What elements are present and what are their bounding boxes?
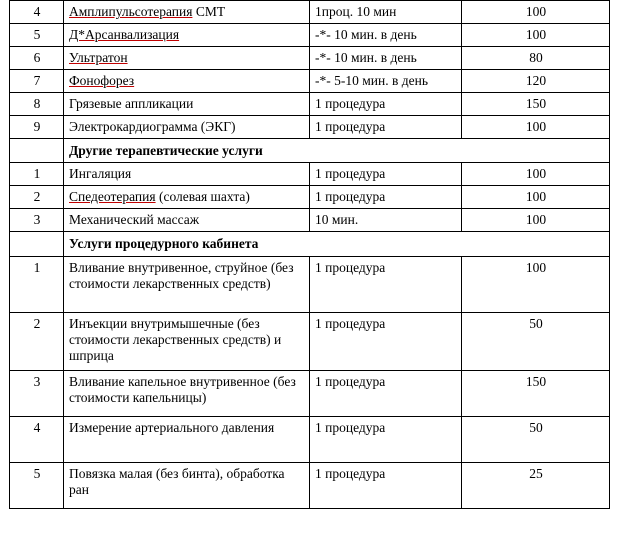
row-unit: 1 процедура: [310, 371, 462, 417]
section-number-cell: [10, 138, 64, 163]
row-number: 2: [10, 186, 64, 209]
table-row: [10, 417, 610, 463]
row-unit: -*- 5-10 мин. в день: [310, 69, 462, 92]
table-row: [10, 115, 610, 138]
table-row: [10, 163, 610, 186]
row-number: 5: [10, 463, 64, 509]
row-unit: 1 процедура: [310, 257, 462, 313]
section-label: Другие терапевтические услуги: [64, 138, 610, 163]
row-service-name: Ингаляция: [64, 163, 310, 186]
row-unit: -*- 10 мин. в день: [310, 23, 462, 46]
row-unit: 1проц. 10 мин: [310, 1, 462, 24]
row-service-name: Амплипульсотерапия СМТ: [64, 1, 310, 24]
row-unit: 10 мин.: [310, 209, 462, 232]
row-unit: 1 процедура: [310, 115, 462, 138]
row-service-name-underlined: Спедеотерапия: [69, 189, 156, 205]
table-row: [10, 92, 610, 115]
table-row: [10, 69, 610, 92]
table-row: [10, 463, 610, 509]
row-service-name: Спедеотерапия (солевая шахта): [64, 186, 310, 209]
row-price: 50: [462, 417, 610, 463]
row-number: 1: [10, 163, 64, 186]
row-service-name: Механический массаж: [64, 209, 310, 232]
row-service-name: [64, 69, 310, 92]
row-price: 100: [462, 209, 610, 232]
row-number: 5: [10, 23, 64, 46]
row-price: 80: [462, 46, 610, 69]
row-number: 2: [10, 313, 64, 371]
price-table-body: [10, 1, 610, 509]
row-service-name: Вливание капельное внутривенное (без стоимости капельницы): [64, 371, 310, 417]
row-service-name: Электрокардиограмма (ЭКГ): [64, 115, 310, 138]
row-number: 4: [10, 1, 64, 24]
row-service-name: [64, 23, 310, 46]
row-unit: 1 процедура: [310, 163, 462, 186]
row-service-name: Измерение артериального давления: [64, 417, 310, 463]
table-row: [10, 186, 610, 209]
row-service-name: Грязевые аппликации: [64, 92, 310, 115]
row-price: 50: [462, 313, 610, 371]
row-service-name: [64, 46, 310, 69]
row-unit: 1 процедура: [310, 417, 462, 463]
row-price: 150: [462, 92, 610, 115]
row-unit: -*- 10 мин. в день: [310, 46, 462, 69]
table-row: [10, 371, 610, 417]
row-service-name-underlined: Фонофорез: [69, 72, 135, 88]
row-number: 3: [10, 371, 64, 417]
row-price: 25: [462, 463, 610, 509]
section-header-row: [10, 232, 610, 257]
table-row: [10, 313, 610, 371]
row-unit: 1 процедура: [310, 92, 462, 115]
row-service-name: Повязка малая (без бинта), обработка ран: [64, 463, 310, 509]
table-row: [10, 23, 610, 46]
row-price: 150: [462, 371, 610, 417]
row-number: 3: [10, 209, 64, 232]
row-service-name-underlined: Д*Арсанвализация: [69, 26, 180, 42]
row-price: 100: [462, 1, 610, 24]
section-label: Услуги процедурного кабинета: [64, 232, 610, 257]
row-service-name-underlined: Ультратон: [69, 49, 128, 65]
row-price: 100: [462, 186, 610, 209]
row-number: 4: [10, 417, 64, 463]
row-unit: 1 процедура: [310, 463, 462, 509]
row-number: 1: [10, 257, 64, 313]
table-row: [10, 209, 610, 232]
row-service-name-underlined: Амплипульсотерапия: [69, 4, 193, 19]
row-price: 100: [462, 23, 610, 46]
row-unit: 1 процедура: [310, 313, 462, 371]
row-price: 120: [462, 69, 610, 92]
section-number-cell: [10, 232, 64, 257]
row-number: 7: [10, 69, 64, 92]
row-unit: 1 процедура: [310, 186, 462, 209]
row-price: 100: [462, 257, 610, 313]
price-table: [9, 0, 610, 509]
section-header-row: [10, 138, 610, 163]
table-row: [10, 257, 610, 313]
row-number: 9: [10, 115, 64, 138]
row-service-name: Инъекции внутримышечные (без стоимости лекарственных средств) и шприца: [64, 313, 310, 371]
row-service-name: Вливание внутривенное, струйное (без стоимости лекарственных средств): [64, 257, 310, 313]
table-row: [10, 1, 610, 24]
row-number: 8: [10, 92, 64, 115]
row-price: 100: [462, 163, 610, 186]
row-price: 100: [462, 115, 610, 138]
row-number: 6: [10, 46, 64, 69]
table-row: [10, 46, 610, 69]
